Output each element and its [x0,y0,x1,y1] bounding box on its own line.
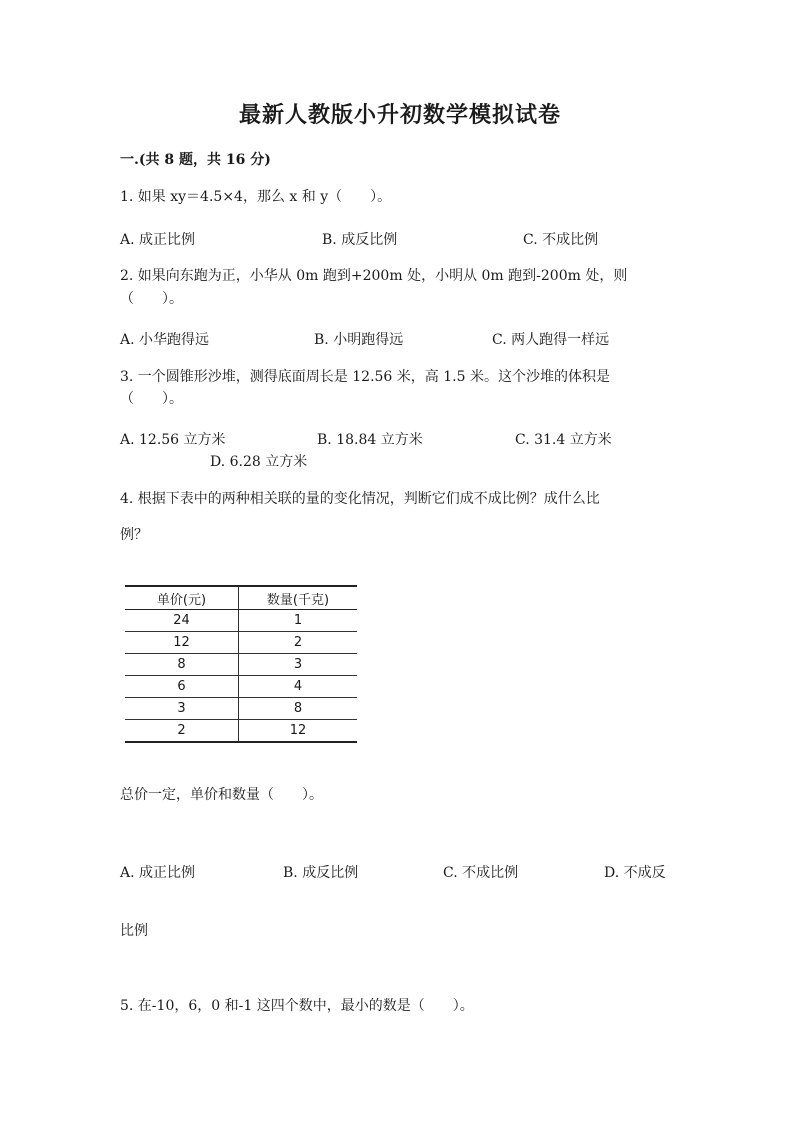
column-header-quantity: 数量(千克) [239,586,358,610]
page-title: 最新人教版小升初数学模拟试卷 [238,102,561,128]
table-cell: 12 [125,632,239,654]
table-cell: 6 [125,676,239,698]
table-cell: 8 [239,698,358,720]
q4-option-d-wrap: 比例 [120,923,148,939]
question-4-prompt: 总价一定，单价和数量（ ）。 [120,787,323,803]
price-quantity-table [125,585,357,743]
q3-option-c: C. 31.4 立方米 [515,432,612,448]
question-3-line-2: （ ）。 [120,391,183,407]
question-3-line-1: 3. 一个圆锥形沙堆，测得底面周长是 12.56 米，高 1.5 米。这个沙堆的体积是 [120,369,610,385]
section-header: 一.(共 8 题，共 16 分) [120,152,271,168]
q2-option-a: A. 小华跑得远 [120,332,210,348]
table-row [125,654,357,676]
table-row [125,676,357,698]
table-row [125,632,357,654]
table-cell: 2 [125,720,239,743]
table-cell: 24 [125,610,239,632]
table-row [125,610,357,632]
question-2-line-2: （ ）。 [120,291,183,307]
q3-option-a: A. 12.56 立方米 [120,432,226,448]
table-cell: 3 [239,654,358,676]
question-5-text: 5. 在-10，6，0 和-1 这四个数中，最小的数是（ ）。 [120,998,474,1014]
table-cell: 2 [239,632,358,654]
table-row [125,720,357,743]
table-header-row [125,586,357,610]
q1-option-a: A. 成正比例 [120,232,196,248]
q4-option-b: B. 成反比例 [283,865,359,881]
question-4-line-1: 4. 根据下表中的两种相关联的量的变化情况，判断它们成不成比例？成什么比 [120,491,600,507]
q3-option-d: D. 6.28 立方米 [210,454,308,470]
q1-option-c: C. 不成比例 [523,232,599,248]
q2-option-c: C. 两人跑得一样远 [492,332,610,348]
table-cell: 8 [125,654,239,676]
q4-option-d: D. 不成反 [604,865,666,881]
column-header-unit-price: 单价(元) [125,586,239,610]
q4-option-c: C. 不成比例 [443,865,519,881]
q1-option-b: B. 成反比例 [322,232,398,248]
table-cell: 3 [125,698,239,720]
table-cell: 4 [239,676,358,698]
table-cell: 1 [239,610,358,632]
question-4-line-2: 例？ [120,527,148,543]
q3-option-b: B. 18.84 立方米 [317,432,423,448]
q4-option-a: A. 成正比例 [120,865,196,881]
table-cell: 12 [239,720,358,743]
question-2-line-1: 2. 如果向东跑为正，小华从 0m 跑到+200m 处，小明从 0m 跑到-200m 处，则 [120,268,628,284]
table-row [125,698,357,720]
question-1-text: 1. 如果 xy＝4.5×4，那么 x 和 y（ ）。 [120,189,392,205]
q2-option-b: B. 小明跑得远 [314,332,404,348]
